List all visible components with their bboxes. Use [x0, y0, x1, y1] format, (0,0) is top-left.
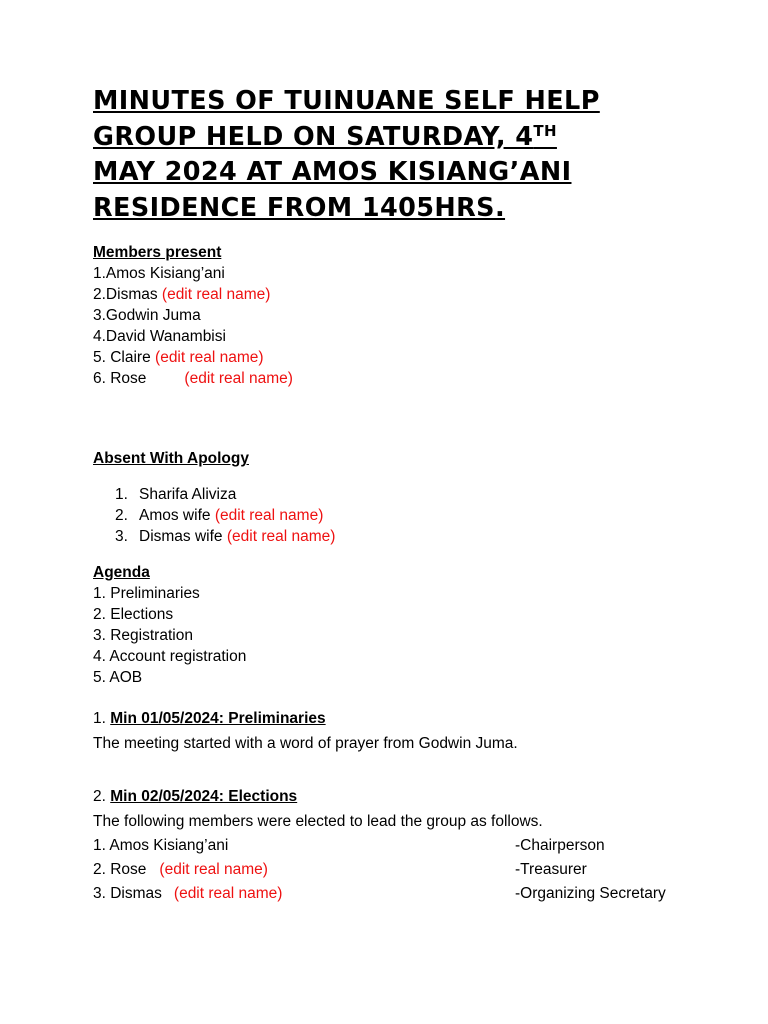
agenda-item: 4. Account registration: [93, 648, 247, 665]
agenda-item: 3. Registration: [93, 627, 193, 644]
absent-item: [93, 505, 335, 526]
absent-name: Amos wife: [139, 507, 215, 524]
min2-prefix: 2.: [93, 788, 111, 805]
edit-note: (edit real name): [159, 861, 268, 878]
absent-name: Dismas wife: [139, 528, 227, 545]
title-line-2-text: GROUP HELD ON SATURDAY, 4: [93, 121, 534, 152]
list-number: 1.: [115, 486, 128, 503]
title-superscript: TH: [533, 121, 557, 140]
member-name: 1.Amos Kisiang’ani: [93, 265, 225, 282]
members-present-heading: Members present: [93, 244, 222, 261]
title-line-4: RESIDENCE FROM 1405HRS.: [93, 192, 506, 223]
edit-note: (edit real name): [226, 528, 336, 545]
min1-heading: [93, 708, 326, 729]
min2-heading: [93, 786, 297, 807]
official-name: 2. Rose: [93, 861, 147, 878]
edit-note: (edit real name): [161, 286, 271, 303]
title-line-3: MAY 2024 AT AMOS KISIANG’ANI: [93, 157, 572, 187]
min1-prefix: 1.: [93, 710, 111, 727]
min2-title: Min 02/05/2024: Elections: [110, 788, 298, 805]
member-item: [93, 368, 293, 389]
absent-item: [93, 526, 335, 547]
edit-note: (edit real name): [155, 349, 264, 366]
member-item: [93, 347, 293, 368]
edit-note: (edit real name): [173, 885, 283, 902]
title-line-1: MINUTES OF TUINUANE SELF HELP: [93, 86, 600, 116]
official-role: -Chairperson: [515, 837, 605, 854]
absent-list: [93, 484, 335, 547]
member-name: 5. Claire: [93, 349, 156, 366]
member-item: [93, 326, 293, 347]
agenda-item: 5. AOB: [93, 669, 143, 686]
absent-heading: [93, 448, 249, 469]
member-name: 2.Dismas: [93, 286, 162, 303]
document-title: [93, 84, 693, 226]
official-role: -Organizing Secretary: [515, 885, 666, 902]
member-item: [93, 263, 293, 284]
official-role: -Treasurer: [515, 861, 587, 878]
official-row: [93, 883, 693, 904]
official-row: [93, 859, 693, 880]
absent-name: Sharifa Aliviza: [139, 486, 237, 503]
minutes-document: [93, 84, 693, 902]
agenda-item: 1. Preliminaries: [93, 585, 200, 602]
absent-item: [93, 484, 335, 505]
list-number: 3.: [115, 528, 128, 545]
agenda-section: [93, 562, 246, 688]
official-row: [93, 835, 693, 856]
member-name: 4.David Wanambisi: [93, 328, 226, 345]
absent-heading-text: Absent With Apology: [93, 450, 249, 467]
member-item: [93, 284, 293, 305]
min1-title: Min 01/05/2024: Preliminaries: [110, 710, 326, 727]
min2-body: The following members were elected to lead the group as follows.: [93, 813, 543, 830]
agenda-heading: Agenda: [93, 564, 150, 581]
member-name: 3.Godwin Juma: [93, 307, 201, 324]
member-name: 6. Rose: [93, 370, 147, 387]
title-line-2: [93, 120, 693, 156]
min1-body: The meeting started with a word of prayer from Godwin Juma.: [93, 735, 518, 752]
members-present-section: [93, 242, 293, 389]
official-name: 3. Dismas: [93, 885, 162, 902]
member-item: [93, 305, 293, 326]
edit-note: (edit real name): [184, 370, 293, 387]
agenda-item: 2. Elections: [93, 606, 174, 623]
list-number: 2.: [115, 507, 128, 524]
edit-note: (edit real name): [214, 507, 324, 524]
official-name: 1. Amos Kisiang’ani: [93, 837, 229, 854]
